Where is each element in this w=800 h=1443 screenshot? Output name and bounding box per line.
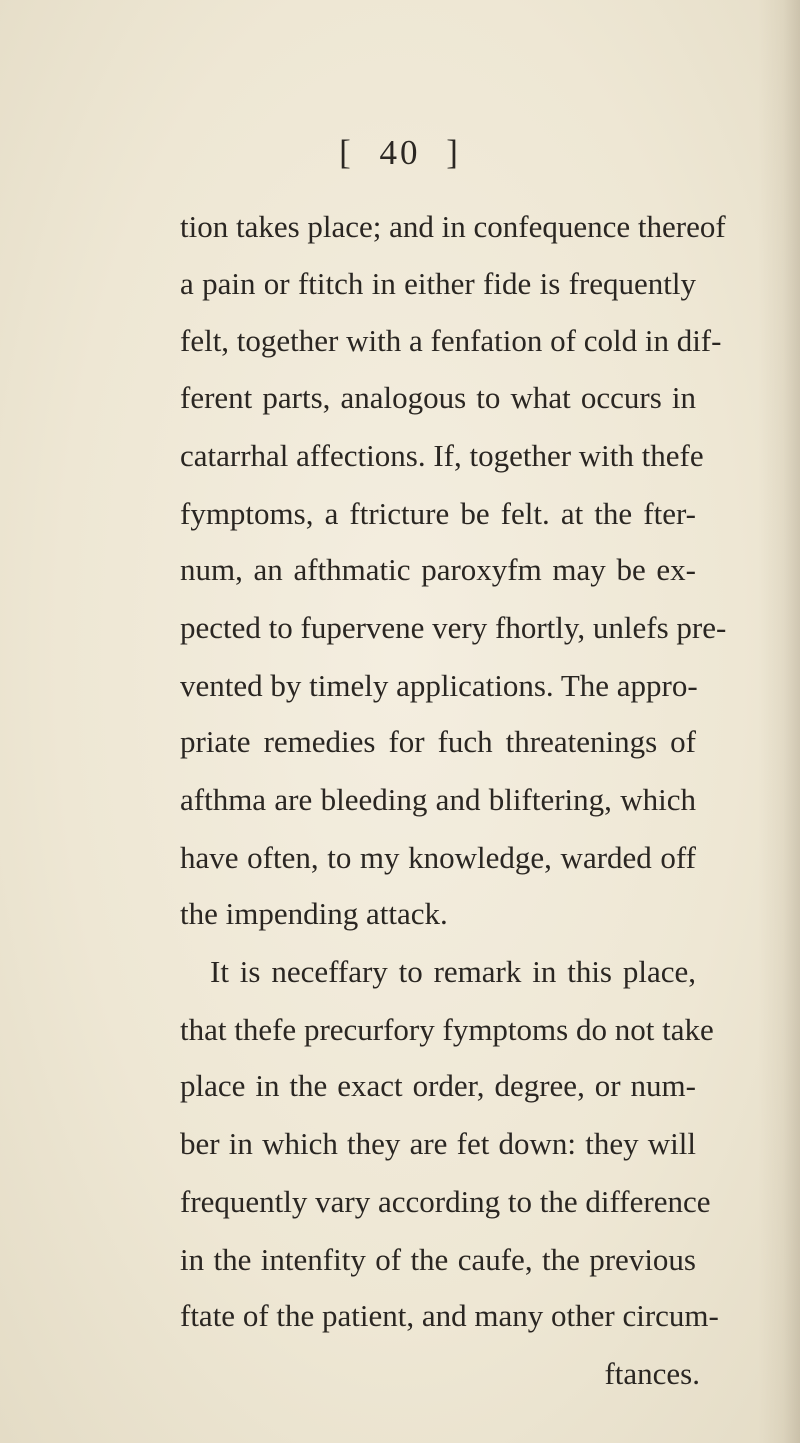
page-number: [ 40 ]: [339, 133, 461, 172]
text-line: priate remedies for fuch threatenings of: [180, 724, 696, 759]
text-line: the impending attack.: [180, 896, 448, 931]
text-line: vented by timely applications. The appro-: [180, 668, 698, 703]
text-line: ferent parts, analogous to what occurs in: [180, 380, 696, 415]
text-line: ber in which they are fet down: they will: [180, 1126, 696, 1161]
text-line: in the intenfity of the caufe, the previous: [180, 1242, 696, 1277]
text-line: tion takes place; and in confequence thereof: [180, 209, 726, 244]
text-line: fymptoms, a ftricture be felt. at the fter-: [180, 496, 696, 531]
text-line: felt, together with a fenfation of cold in dif-: [180, 323, 722, 358]
text-line: a pain or ftitch in either fide is frequently: [180, 266, 696, 301]
text-line: have often, to my knowledge, warded off: [180, 840, 696, 875]
text-line: catarrhal affections. If, together with thefe: [180, 438, 704, 473]
catchword: ftances.: [604, 1356, 700, 1391]
paragraph-start-line: It is neceffary to remark in this place,: [210, 954, 696, 989]
text-line: ftate of the patient, and many other circum-: [180, 1298, 719, 1333]
text-line: place in the exact order, degree, or num-: [180, 1068, 696, 1103]
text-line: afthma are bleeding and bliftering, which: [180, 782, 696, 817]
text-line: that thefe precurfory fymptoms do not take: [180, 1012, 714, 1047]
text-line: frequently vary according to the difference: [180, 1184, 711, 1219]
text-line: pected to fupervene very fhortly, unlefs pre-: [180, 610, 727, 645]
text-line: num, an afthmatic paroxyfm may be ex-: [180, 552, 696, 587]
